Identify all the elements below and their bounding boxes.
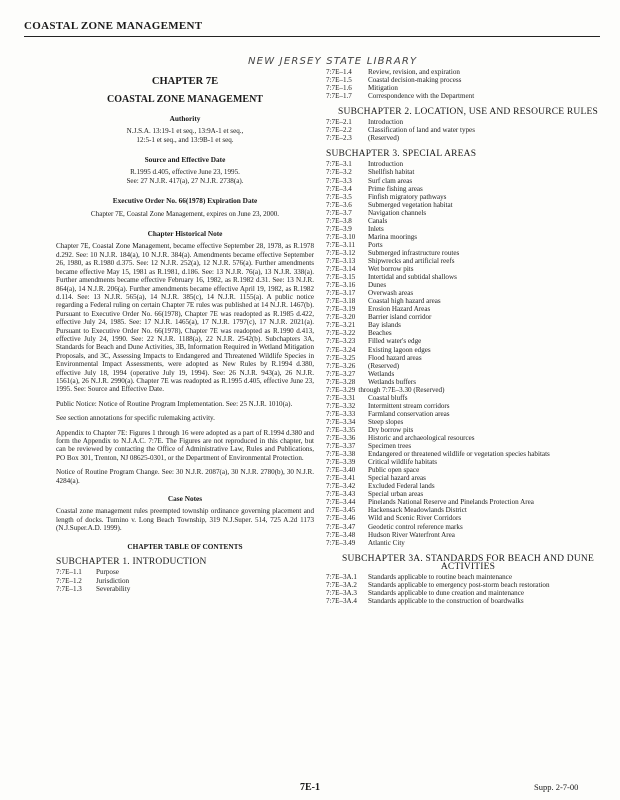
toc-entry-number: 7:7E–3A.4 <box>326 596 357 605</box>
toc-entry <box>326 321 610 329</box>
toc-entry-number: 7:7E–3.9 <box>326 224 352 233</box>
toc-entry-number: 7:7E–3.5 <box>326 192 352 201</box>
toc-entry-number: 7:7E–3.1 <box>326 160 352 169</box>
toc-entry <box>326 394 610 402</box>
toc-entry <box>326 185 610 193</box>
toc-entry-title: Atlantic City <box>368 538 405 547</box>
toc-entry-number: 7:7E–3.20 <box>326 313 356 322</box>
toc-entry <box>56 568 314 576</box>
toc-entry <box>326 168 610 176</box>
toc-entry <box>326 209 610 217</box>
toc-entry-title: Special urban areas <box>368 490 424 499</box>
toc-entry <box>326 597 610 605</box>
subchapter-2-title: SUBCHAPTER 2. LOCATION, USE AND RESOURCE RULES <box>338 107 598 118</box>
toc-entry-title: Hackensack Meadowlands District <box>368 506 467 515</box>
routine-change-note: Notice of Routine Program Change. See: 30 N.J.R. 2087(a), 30 N.J.R. 2780(b), 30 N.J.R. 4284(a). <box>56 468 314 485</box>
authority-line: N.J.S.A. 13:19-1 et seq., 13:9A-1 et seq., <box>126 127 244 136</box>
toc-entry-number: 7:7E–3.6 <box>326 200 352 209</box>
toc-entry <box>326 281 610 289</box>
subchapter-3-list <box>326 160 610 546</box>
toc-entry-title: Erosion Hazard Areas <box>368 305 431 314</box>
toc-entry-title: Specimen trees <box>368 442 412 451</box>
toc-entry-title: Purpose <box>96 568 119 577</box>
toc-entry-number: 7:7E–3.3 <box>326 176 352 185</box>
toc-entry-number: 7:7E–3.11 <box>326 240 356 249</box>
toc-entry <box>326 531 610 539</box>
toc-entry-number: 7:7E–3.31 <box>326 393 356 402</box>
toc-entry-title: Wetlands buffers <box>368 377 416 386</box>
toc-entry-title: Standards applicable to dune creation and maintenance <box>368 588 525 597</box>
source-heading: Source and Effective Date <box>144 155 226 165</box>
toc-entry-title: Steep slopes <box>368 417 404 426</box>
toc-entry <box>326 581 610 589</box>
exec-order-text: Chapter 7E, Coastal Zone Management, expires on June 23, 2000. <box>90 209 280 218</box>
toc-entry-title: Correspondence with the Department <box>368 92 475 101</box>
toc-entry-number: 7:7E–3.36 <box>326 434 356 443</box>
toc-entry-title: Shellfish habitat <box>368 168 415 177</box>
toc-entry-title: Coastal high hazard areas <box>368 297 441 306</box>
toc-entry-number: 7:7E–3.14 <box>326 265 356 274</box>
toc-entry-title: Submerged infrastructure routes <box>368 248 460 257</box>
toc-entry <box>326 378 610 386</box>
toc-entry-title: Introduction <box>368 118 404 127</box>
toc-entry-number: 7:7E–3.29 <box>326 385 356 394</box>
toc-entry <box>56 585 314 593</box>
toc-entry <box>326 160 610 168</box>
history-heading: Chapter Historical Note <box>147 229 223 239</box>
toc-entry-title: through 7:7E–3.30 (Reserved) <box>358 385 445 394</box>
toc-entry-title: Canals <box>368 216 388 225</box>
toc-entry-number: 7:7E–3.44 <box>326 498 356 507</box>
toc-entry <box>326 466 610 474</box>
toc-entry <box>326 346 610 354</box>
toc-entry-title: Surf clam areas <box>368 176 413 185</box>
toc-entry-title: Severability <box>96 585 131 594</box>
toc-entry-title: Pinelands National Reserve and Pinelands Protection Area <box>368 498 534 507</box>
toc-entry <box>326 458 610 466</box>
toc-entry-number: 7:7E–1.4 <box>326 68 352 76</box>
toc-entry-title: Endangered or threatened wildlife or vegetation species habitats <box>368 450 550 459</box>
subchapter-1-list-cont <box>326 68 610 100</box>
toc-entry-number: 7:7E–1.2 <box>56 576 82 585</box>
toc-entry-title: Ports <box>368 240 383 249</box>
toc-entry <box>326 201 610 209</box>
toc-entry <box>326 217 610 225</box>
running-header: COASTAL ZONE MANAGEMENT <box>24 20 203 32</box>
toc-entry-title: Introduction <box>368 160 404 169</box>
toc-entry-title: Existing lagoon edges <box>368 345 431 354</box>
authority-line: 12:5-1 et seq., and 13:9B-1 et seq. <box>136 135 234 144</box>
toc-entry-title: Standards applicable to the construction of boardwalks <box>368 596 524 605</box>
toc-entry-number: 7:7E–3.2 <box>326 168 352 177</box>
toc-entry-number: 7:7E–3.24 <box>326 345 356 354</box>
toc-entry-number: 7:7E–2.2 <box>326 126 352 135</box>
toc-entry-title: Wild and Scenic River Corridors <box>368 514 462 523</box>
toc-entry <box>326 126 610 134</box>
toc-entry-number: 7:7E–3.18 <box>326 297 356 306</box>
toc-entry-title: Barrier island corridor <box>368 313 432 322</box>
toc-entry <box>326 241 610 249</box>
toc-entry <box>56 577 314 585</box>
toc-entry <box>326 523 610 531</box>
toc-entry-title: (Reserved) <box>368 134 400 143</box>
toc-entry-number: 7:7E–3.15 <box>326 273 356 282</box>
toc-entry-number: 7:7E–3.34 <box>326 417 356 426</box>
toc-entry-title: Excluded Federal lands <box>368 482 435 491</box>
supplement-date: Supp. 2-7-00 <box>534 782 579 792</box>
toc-entry <box>326 450 610 458</box>
toc-entry-number: 7:7E–3.23 <box>326 337 356 346</box>
toc-entry <box>326 193 610 201</box>
toc-heading: CHAPTER TABLE OF CONTENTS <box>127 541 243 551</box>
toc-entry <box>326 289 610 297</box>
case-notes-text: Coastal zone management rules preempted township ordinance governing placement and length of docks. Tumino v. Long Beach Township, 319 N.J.Super. 514, 725 A.2d 1173 (N.J.Super.A.D. 1999). <box>56 507 314 533</box>
subchapter-2-list <box>326 118 610 142</box>
toc-entry-number: 7:7E–3.46 <box>326 514 356 523</box>
toc-entry-number: 7:7E–3.26 <box>326 361 356 370</box>
toc-entry-number: 7:7E–3.17 <box>326 289 356 298</box>
toc-entry <box>326 434 610 442</box>
toc-entry-number: 7:7E–3.40 <box>326 466 356 475</box>
toc-entry <box>326 386 610 394</box>
case-notes-heading: Case Notes <box>167 494 203 504</box>
toc-entry <box>326 329 610 337</box>
toc-entry-number: 7:7E–3.45 <box>326 506 356 515</box>
toc-entry-number: 7:7E–3.19 <box>326 305 356 314</box>
toc-entry-title: Intertidal and subtidal shallows <box>368 273 457 282</box>
toc-entry-number: 7:7E–3.21 <box>326 321 356 330</box>
page-number: 7E-1 <box>300 782 320 793</box>
toc-entry-title: Classification of land and water types <box>368 126 475 135</box>
toc-entry <box>326 474 610 482</box>
see-section-note: See section annotations for specific rulemaking activity. <box>56 414 215 423</box>
toc-entry <box>326 370 610 378</box>
toc-entry-title: Prime fishing areas <box>368 184 423 193</box>
left-column <box>56 68 314 594</box>
toc-entry <box>326 233 610 241</box>
toc-entry <box>326 84 610 92</box>
source-line: R.1995 d.405, effective June 23, 1995. <box>130 168 240 177</box>
toc-entry-number: 7:7E–3.13 <box>326 256 356 265</box>
toc-entry <box>326 498 610 506</box>
appendix-note: Appendix to Chapter 7E: Figures 1 through 16 were adopted as a part of R.1994 d.380 and form the Appendix to N.J.A.C. 7:7E. The Figures are not reproduced in this chapter, but can be reviewed by contacting the Office of Administrative Law, Rules and Publications, PO Box 301, Trenton, NJ 08625-0301, or the Department of Environmental Protection. <box>56 428 314 462</box>
toc-entry-title: Hudson River Waterfront Area <box>368 530 455 539</box>
authority-heading: Authority <box>169 113 201 123</box>
toc-entry <box>326 426 610 434</box>
header-rule <box>24 36 600 37</box>
toc-entry <box>326 514 610 522</box>
toc-entry-number: 7:7E–3.47 <box>326 522 356 531</box>
toc-entry-title: Critical wildlife habitats <box>368 458 437 467</box>
toc-entry <box>326 177 610 185</box>
toc-entry-number: 7:7E–3.8 <box>326 216 352 225</box>
toc-entry-title: Historic and archaeological resources <box>368 434 475 443</box>
chapter-title: COASTAL ZONE MANAGEMENT <box>107 94 263 106</box>
toc-entry <box>326 337 610 345</box>
toc-entry <box>326 273 610 281</box>
toc-entry-number: 7:7E–3A.1 <box>326 572 357 581</box>
toc-entry-title: Finfish migratory pathways <box>368 192 447 201</box>
toc-entry-title: Wet borrow pits <box>368 265 414 274</box>
toc-entry <box>326 297 610 305</box>
toc-entry-number: 7:7E–3.39 <box>326 458 356 467</box>
toc-entry-title: Dunes <box>368 281 387 290</box>
toc-entry <box>326 362 610 370</box>
toc-entry-number: 7:7E–3.41 <box>326 474 356 483</box>
toc-entry-title: Standards applicable to emergency post-storm beach restoration <box>368 580 550 589</box>
toc-entry <box>326 134 610 142</box>
toc-entry-number: 7:7E–3.48 <box>326 530 356 539</box>
toc-entry-title: Coastal decision-making process <box>368 76 462 85</box>
exec-order-heading: Executive Order No. 66(1978) Expiration Date <box>112 196 258 206</box>
toc-entry-title: Special hazard areas <box>368 474 426 483</box>
toc-entry-title: (Reserved) <box>368 361 400 370</box>
toc-entry-number: 7:7E–3.22 <box>326 329 356 338</box>
toc-entry <box>326 225 610 233</box>
toc-entry <box>326 305 610 313</box>
toc-entry-number: 7:7E–3A.3 <box>326 588 357 597</box>
toc-entry-number: 7:7E–3.33 <box>326 409 356 418</box>
toc-entry-title: Review, revision, and expiration <box>368 68 460 76</box>
toc-entry-number: 7:7E–3.49 <box>326 538 356 547</box>
toc-entry-number: 7:7E–3.25 <box>326 353 356 362</box>
toc-entry <box>326 249 610 257</box>
toc-entry-number: 7:7E–3A.2 <box>326 580 357 589</box>
toc-entry <box>326 402 610 410</box>
subchapter-3a-list <box>326 573 610 605</box>
toc-entry <box>326 410 610 418</box>
toc-entry-title: Public open space <box>368 466 420 475</box>
toc-entry-number: 7:7E–3.16 <box>326 281 356 290</box>
history-text: Chapter 7E, Coastal Zone Management, became effective September 28, 1978, as R.1978 d.292. See: 10 N.J.R. 184(a), 10 N.J.R. 384(a). Amendments became effective September 26, 1980, as R.1980 d.375. See: 12 N.J.R. 252(a), 12 N.J.R. 576(a). Further amendments became effective May 15, 1981 as R.1981, d.186. See: 13 N.J.R. 76(a), 13 N.J.R. 338(a). Further amendments became effective February 16, 1982, as R.1982 d.31. See: 13 N.J.R. 864(a), 14 N.J.R. 206(a). Further amendments became effective April 19, 1982, as R.1982 d.114. See: 13 N.J.R. 565(a), 14 N.J.R. 385(c), 14 N.J.R. 1155(a). A public notice regarding a Federal ruling on certain Chapter 7E rules was published at 14 N.J.R. 1467(b). Pursuant to Executive Order No. 66(1978), Chapter 7E was readopted as R.1985 d.422, effective July 24, 1985. See: 17 N.J.R. 1465(a), 17 N.J.R. 1797(c), 17 N.J.R. 2021(a). Pursuant to Executive Order No. 66(1978), Chapter 7E was readopted as R.1990 d.413, effective July 24, 1990. See: 22 N.J.R. 1188(a), 22 N.J.R. 2542(b). Subchapters 3A, Standards for Beach and Dune Activities, 3B, Information Required in Wetland Mitigation Proposals, and 3C, Assessing Impacts to Endangered and Threatened Wildlife Species in Environmental Impact Assessments, were adopted as New Rules by R.1994 d.380, effective July 18, 1994 (operative July 19, 1994). See: 26 N.J.R. 943(a), 26 N.J.R. 1561(a), 26 N.J.R. 2990(a). Chapter 7E was readopted as R.1995 d.405, effective June 23, 1995. See: Source and Effective Date. <box>56 242 314 394</box>
toc-entry-title: Standards applicable to routine beach maintenance <box>368 572 512 581</box>
toc-entry-title: Geodetic control reference marks <box>368 522 463 531</box>
toc-entry <box>326 92 610 100</box>
toc-entry <box>326 76 610 84</box>
toc-entry <box>326 539 610 547</box>
toc-entry-number: 7:7E–3.28 <box>326 377 356 386</box>
public-notice: Public Notice: Notice of Routine Program Implementation. See: 25 N.J.R. 1010(a). <box>56 399 293 408</box>
toc-entry <box>326 418 610 426</box>
toc-entry <box>326 313 610 321</box>
toc-entry-title: Flood hazard areas <box>368 353 422 362</box>
toc-entry-number: 7:7E–1.6 <box>326 84 352 93</box>
toc-entry-title: Coastal bluffs <box>368 393 408 402</box>
toc-entry-number: 7:7E–3.32 <box>326 401 356 410</box>
toc-entry-title: Navigation channels <box>368 208 427 217</box>
toc-entry-number: 7:7E–1.1 <box>56 568 82 577</box>
toc-entry-title: Wetlands <box>368 369 395 378</box>
toc-entry-title: Farmland conservation areas <box>368 409 450 418</box>
toc-entry <box>326 442 610 450</box>
toc-entry-number: 7:7E–2.3 <box>326 134 352 143</box>
toc-entry-number: 7:7E–3.35 <box>326 425 356 434</box>
toc-entry-number: 7:7E–3.7 <box>326 208 352 217</box>
toc-entry-number: 7:7E–3.10 <box>326 232 356 241</box>
toc-entry-title: Jurisdiction <box>96 576 130 585</box>
toc-entry-title: Shipwrecks and artificial reefs <box>368 256 455 265</box>
toc-entry-title: Inlets <box>368 224 384 233</box>
toc-entry-title: Bay islands <box>368 321 401 330</box>
toc-entry-number: 7:7E–3.4 <box>326 184 352 193</box>
subchapter-1-title: SUBCHAPTER 1. INTRODUCTION <box>56 557 207 568</box>
toc-entry-number: 7:7E–1.3 <box>56 585 82 594</box>
toc-entry <box>326 68 610 76</box>
toc-entry <box>326 265 610 273</box>
source-line: See: 27 N.J.R. 417(a), 27 N.J.R. 2738(a). <box>126 176 244 185</box>
toc-entry <box>326 118 610 126</box>
toc-entry-title: Beaches <box>368 329 392 338</box>
toc-entry <box>326 257 610 265</box>
toc-entry <box>326 490 610 498</box>
toc-entry <box>326 482 610 490</box>
toc-entry-number: 7:7E–3.12 <box>326 248 356 257</box>
toc-entry <box>326 506 610 514</box>
toc-entry-number: 7:7E–1.7 <box>326 92 352 101</box>
toc-entry-title: Mitigation <box>368 84 398 93</box>
subchapter-1-list <box>56 568 314 593</box>
toc-entry-title: Filled water's edge <box>368 337 422 346</box>
toc-entry-number: 7:7E–3.43 <box>326 490 356 499</box>
subchapter-3-title: SUBCHAPTER 3. SPECIAL AREAS <box>326 149 477 160</box>
toc-entry-title: Overwash areas <box>368 289 414 298</box>
toc-entry <box>326 589 610 597</box>
toc-entry-title: Marina moorings <box>368 232 418 241</box>
library-stamp: NEW JERSEY STATE LIBRARY <box>248 56 418 67</box>
subchapter-3a-title: SUBCHAPTER 3A. STANDARDS FOR BEACH AND DUNE ACTIVITIES <box>342 553 594 572</box>
toc-entry-number: 7:7E–2.1 <box>326 118 352 127</box>
toc-entry-number: 7:7E–3.27 <box>326 369 356 378</box>
toc-entry-title: Submerged vegetation habitat <box>368 200 453 209</box>
toc-entry <box>326 573 610 581</box>
right-column <box>326 68 610 605</box>
toc-entry-title: Intermittent stream corridors <box>368 401 450 410</box>
toc-entry-number: 7:7E–3.42 <box>326 482 356 491</box>
chapter-number: CHAPTER 7E <box>151 76 219 87</box>
toc-entry-number: 7:7E–3.37 <box>326 442 356 451</box>
toc-entry-number: 7:7E–1.5 <box>326 76 352 85</box>
toc-entry-number: 7:7E–3.38 <box>326 450 356 459</box>
toc-entry <box>326 354 610 362</box>
toc-entry-title: Dry borrow pits <box>368 425 414 434</box>
